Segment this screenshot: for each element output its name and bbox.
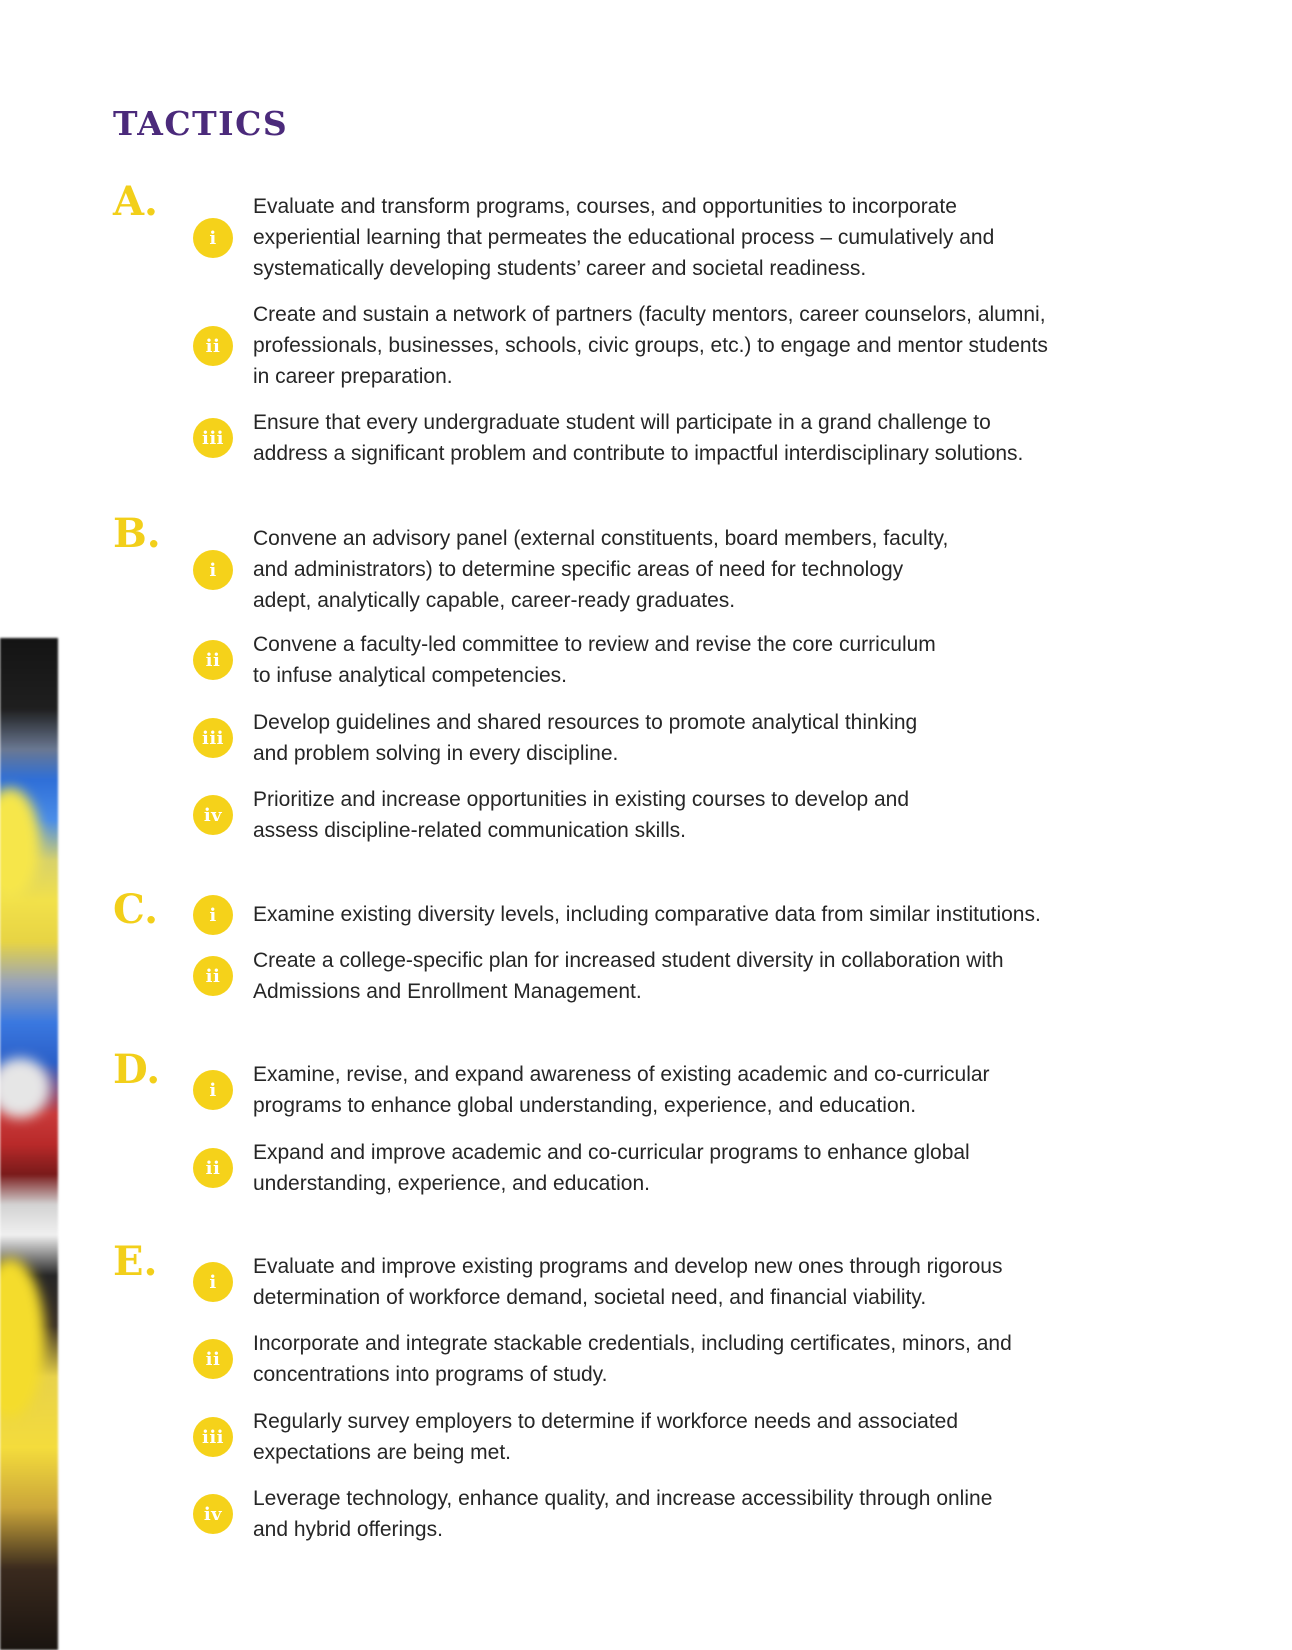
tactic-text-line: Create and sustain a network of partners (faculty mentors, career counselors, alumni, [253, 303, 1046, 326]
tactic-text-line: address a significant problem and contribute to impactful interdisciplinary solutions. [253, 442, 1024, 465]
tactic-text-line: Admissions and Enrollment Management. [253, 980, 642, 1003]
tactic-text-line: and hybrid offerings. [253, 1518, 443, 1541]
decorative-photo-strip [0, 638, 58, 1650]
tactic-text-line: assess discipline-related communication skills. [253, 819, 687, 842]
tactic-text-line: Convene a faculty-led committee to review and revise the core curriculum [253, 633, 936, 656]
tactic-text [253, 1483, 1153, 1545]
numeral-badge: ii [193, 326, 233, 366]
tactic-text-line: Expand and improve academic and co-curricular programs to enhance global [253, 1141, 970, 1164]
tactic-text-line: systematically developing students’ career and societal readiness. [253, 257, 867, 280]
tactic-text [253, 629, 1153, 691]
page-title: TACTICS [113, 104, 289, 143]
tactic-text-line: programs to enhance global understanding, experience, and education. [253, 1094, 917, 1117]
group-letter: E. [113, 1238, 158, 1285]
numeral-badge: iii [193, 418, 233, 458]
group-letter: D. [113, 1046, 161, 1093]
tactic-text [253, 407, 1153, 469]
tactic-text-line: Examine, revise, and expand awareness of existing academic and co-curricular [253, 1063, 990, 1086]
tactic-text-line: concentrations into programs of study. [253, 1363, 608, 1386]
tactic-text-line: Convene an advisory panel (external constituents, board members, faculty, [253, 527, 949, 550]
numeral-badge: i [193, 1070, 233, 1110]
tactic-text-line: Evaluate and transform programs, courses, and opportunities to incorporate [253, 195, 957, 218]
tactic-text [253, 1328, 1153, 1390]
numeral-badge: i [193, 1262, 233, 1302]
tactic-text [253, 899, 1153, 930]
tactic-text-line: expectations are being met. [253, 1441, 511, 1464]
tactic-text-line: Develop guidelines and shared resources to promote analytical thinking [253, 711, 918, 734]
tactic-text-line: Prioritize and increase opportunities in existing courses to develop and [253, 788, 910, 811]
numeral-badge: i [193, 550, 233, 590]
numeral-badge: iii [193, 718, 233, 758]
tactic-text-line: Leverage technology, enhance quality, and increase accessibility through online [253, 1487, 993, 1510]
numeral-badge: ii [193, 956, 233, 996]
tactic-text [253, 707, 1153, 769]
tactic-text-line: and problem solving in every discipline. [253, 742, 619, 765]
tactic-text-line: in career preparation. [253, 365, 453, 388]
numeral-badge: iv [193, 795, 233, 835]
tactic-text [253, 784, 1153, 846]
tactic-text [253, 1137, 1153, 1199]
tactic-text-line: Regularly survey employers to determine if workforce needs and associated [253, 1410, 959, 1433]
group-letter: A. [113, 178, 158, 225]
tactic-text-line: understanding, experience, and education. [253, 1172, 650, 1195]
tactic-text [253, 945, 1153, 1007]
tactic-text-line: professionals, businesses, schools, civic groups, etc.) to engage and mentor students [253, 334, 1048, 357]
tactic-text [253, 299, 1153, 392]
tactic-text [253, 1406, 1153, 1468]
numeral-badge: i [193, 218, 233, 258]
numeral-badge: ii [193, 1148, 233, 1188]
tactic-text-line: to infuse analytical competencies. [253, 664, 568, 687]
tactic-text [253, 523, 1153, 616]
tactic-text [253, 1251, 1153, 1313]
numeral-badge: i [193, 895, 233, 935]
numeral-badge: iii [193, 1417, 233, 1457]
tactic-text-line: Ensure that every undergraduate student will participate in a grand challenge to [253, 411, 991, 434]
group-letter: B. [113, 510, 161, 557]
numeral-badge: ii [193, 640, 233, 680]
tactic-text-line: adept, analytically capable, career-ready graduates. [253, 589, 736, 612]
group-letter: C. [113, 886, 159, 933]
tactic-text-line: determination of workforce demand, societal need, and financial viability. [253, 1286, 927, 1309]
tactic-text [253, 191, 1153, 284]
numeral-badge: iv [193, 1494, 233, 1534]
tactic-text-line: Evaluate and improve existing programs and develop new ones through rigorous [253, 1255, 1003, 1278]
tactic-text-line: Examine existing diversity levels, including comparative data from similar institutions. [253, 903, 1041, 926]
tactic-text-line: Create a college-specific plan for increased student diversity in collaboration with [253, 949, 1004, 972]
numeral-badge: ii [193, 1339, 233, 1379]
tactic-text [253, 1059, 1153, 1121]
tactic-text-line: and administrators) to determine specific areas of need for technology [253, 558, 904, 581]
tactic-text-line: Incorporate and integrate stackable credentials, including certificates, minors, and [253, 1332, 1012, 1355]
tactic-text-line: experiential learning that permeates the educational process – cumulatively and [253, 226, 995, 249]
